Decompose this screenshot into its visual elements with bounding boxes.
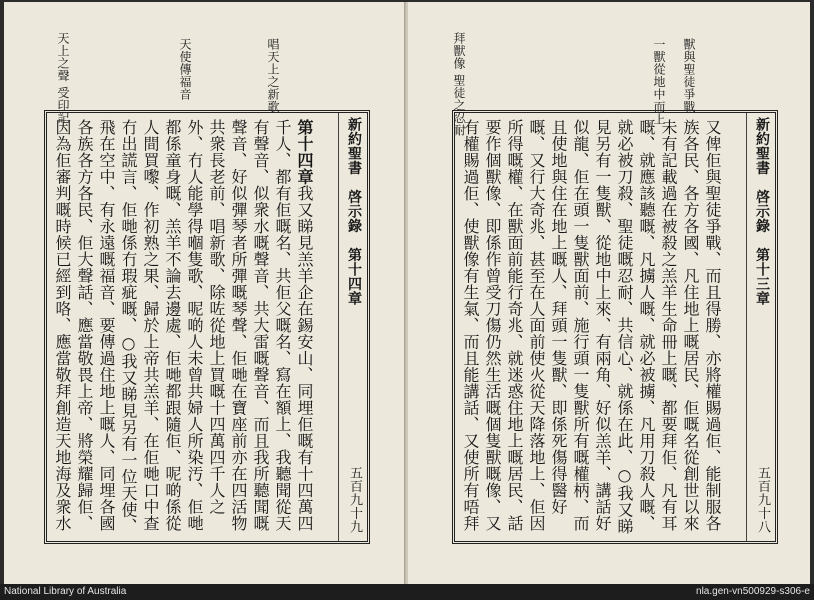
left-page: [4, 2, 407, 584]
running-header: 新約聖書 啓示錄 第十四章: [346, 117, 362, 306]
bleed-through-text: 天上之聲 受印記: [56, 32, 70, 124]
chapter-text: 我又睇見羔羊企在錫安山、同埋佢嘅有十四萬四千人、都有佢嘅名、共佢父嘅名、寫在額上、我聽聞從天有聲音、似衆水嘅聲音、共大雷嘅聲音、而且我所聽聞嘅聲音、好似彈琴者所彈嘅琴聲、佢哋在寶座前亦在四活物共衆長老前、唱新歌、除咗從地上買嘅十四萬四千人之外、冇人能學得嗰隻歌、呢啲人未曾共婦人所染汚、佢哋都係童身嘅、羔羊不論去邊處、佢哋都跟隨佢、呢啲係從人間買嚟、作初熟之果、歸於上帝共羔羊、在佢哋口中查冇出謊言、佢哋係冇瑕疵嘅、○我又睇見另有一位天使、飛在空中、有永遠嘅福音、要傳過住地上嘅人、同埋各國各族各方各民、佢大聲話、應當敬畏上帝、將榮耀歸佢、因為佢審判嘅時候已經到咯、應當敬拜創造天地海及衆水: [53, 119, 314, 535]
item-identifier: nla.gen-vn500929-s306-e: [696, 586, 810, 597]
library-credit: National Library of Australia: [4, 586, 127, 597]
header-rule: [338, 113, 339, 541]
page-number: 五百九十九: [347, 465, 362, 533]
text-frame: [452, 110, 778, 544]
page-number: 五百九十八: [755, 465, 770, 533]
body-text: 又俾佢與聖徒爭戰、而且得勝、亦將權賜過佢、能制服各族各民、各方各國、凡住地上嘅居民、佢嘅名從創世以來未有記載過在被殺之羔羊生命冊上嘅、都要拜佢、凡有耳嘅、就應該聽嘅、凡擄人嘅、就必被擄、凡用刀殺人嘅、就必被刀殺、聖徒嘅忍耐、共信心、就係在此、○我又睇見另有一隻獸、從地中上來、有兩角、好似羔羊、講話好似龍、佢在頭一隻獸面前、施行頭一隻獸所有嘅權柄、而且使地與住在地上嘅人、拜頭一隻獸、即係死傷得醫好嘅、又行大奇兆、甚至在人面前使火從天降落地上、佢因所得嘅權、在獸面前能行奇兆、就迷惑住地上嘅居民、話要作個獸像、即係作曾受刀傷仍然生活嘅個隻獸嘅像、又有權賜過佢、使獸像有生氣、而且能講話、又使所有唔拜: [461, 119, 722, 535]
running-header: 新約聖書 啓示錄 第十三章: [754, 117, 770, 306]
chapter-heading: 第十四章: [295, 119, 314, 185]
header-rule: [746, 113, 747, 541]
right-page: [408, 2, 810, 584]
footer-bar: [0, 584, 814, 600]
margin-note-beast-from-earth: 一獸從地中而上: [652, 38, 666, 126]
text-frame: [44, 110, 370, 544]
body-text: [53, 119, 315, 535]
margin-note-new-song: 唱天上之新歌: [266, 38, 280, 113]
margin-note-gospel: 天使傳福音: [178, 38, 192, 101]
bleed-through-text: 拜獸像 聖徒之忍耐: [452, 32, 466, 137]
margin-note-war-with-saints: 獸與聖徒爭戰: [682, 38, 696, 113]
